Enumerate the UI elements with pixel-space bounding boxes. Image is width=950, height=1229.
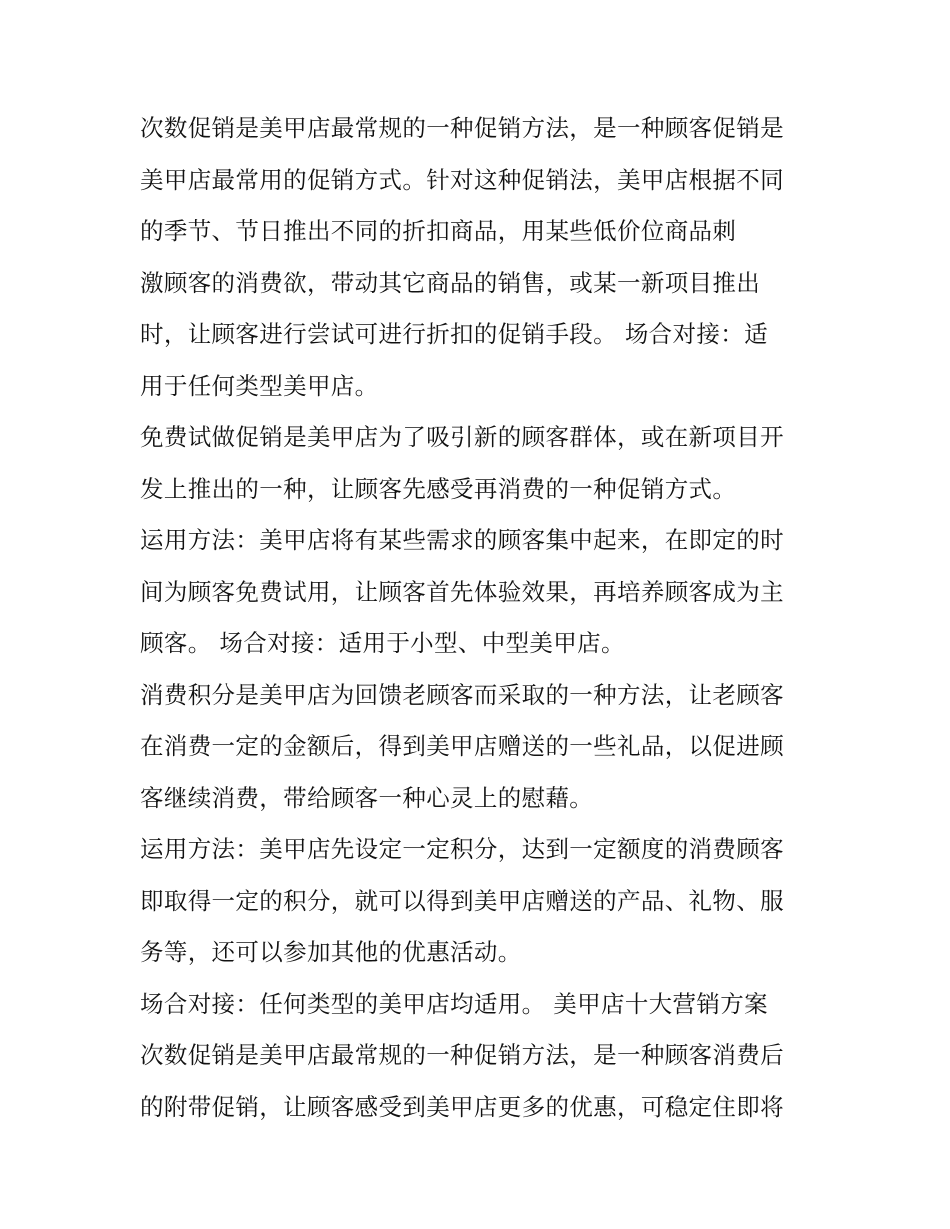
text-line: 即取得一定的积分，就可以得到美甲店赠送的产品、礼物、服: [140, 886, 784, 915]
text-line: 的季节、节日推出不同的折扣商品，用某些低价位商品刺: [140, 217, 737, 245]
text-line: 务等，还可以参加其他的优惠活动。: [140, 938, 522, 966]
text-line: 消费积分是美甲店为回馈老顾客而采取的一种方法，让老顾客: [140, 680, 784, 709]
text-line: 美甲店最常用的促销方式。针对这种促销法，美甲店根据不同: [140, 165, 784, 194]
text-line: 场合对接：任何类型的美甲店均适用。 美甲店十大营销方案: [140, 989, 768, 1018]
document-body: [140, 103, 820, 1133]
text-line: 的附带促销，让顾客感受到美甲店更多的优惠，可稳定住即将: [140, 1092, 784, 1121]
text-line: 发上推出的一种，让顾客先感受再消费的一种促销方式。: [140, 474, 737, 503]
text-line: 运用方法：美甲店先设定一定积分，达到一定额度的消费顾客: [140, 835, 784, 863]
text-line: 次数促销是美甲店最常规的一种促销方法，是一种顾客消费后: [140, 1041, 784, 1069]
text-line: 客继续消费，带给顾客一种心灵上的慰藉。: [140, 783, 594, 812]
text-line: 在消费一定的金额后，得到美甲店赠送的一些礼品，以促进顾: [140, 732, 784, 760]
text-line: 时，让顾客进行尝试可进行折扣的促销手段。 场合对接：适: [140, 320, 768, 348]
text-line: 运用方法：美甲店将有某些需求的顾客集中起来，在即定的时: [140, 526, 784, 554]
text-line: 间为顾客免费试用，让顾客首先体验效果，再培养顾客成为主: [140, 577, 784, 606]
text-line: 顾客。 场合对接：适用于小型、中型美甲店。: [140, 629, 625, 657]
text-line: 用于任何类型美甲店。: [140, 371, 379, 400]
text-line: 激顾客的消费欲，带动其它商品的销售，或某一新项目推出: [140, 268, 761, 297]
text-line: 免费试做促销是美甲店为了吸引新的顾客群体，或在新项目开: [140, 423, 784, 451]
text-line: 次数促销是美甲店最常规的一种促销方法，是一种顾客促销是: [140, 114, 784, 142]
